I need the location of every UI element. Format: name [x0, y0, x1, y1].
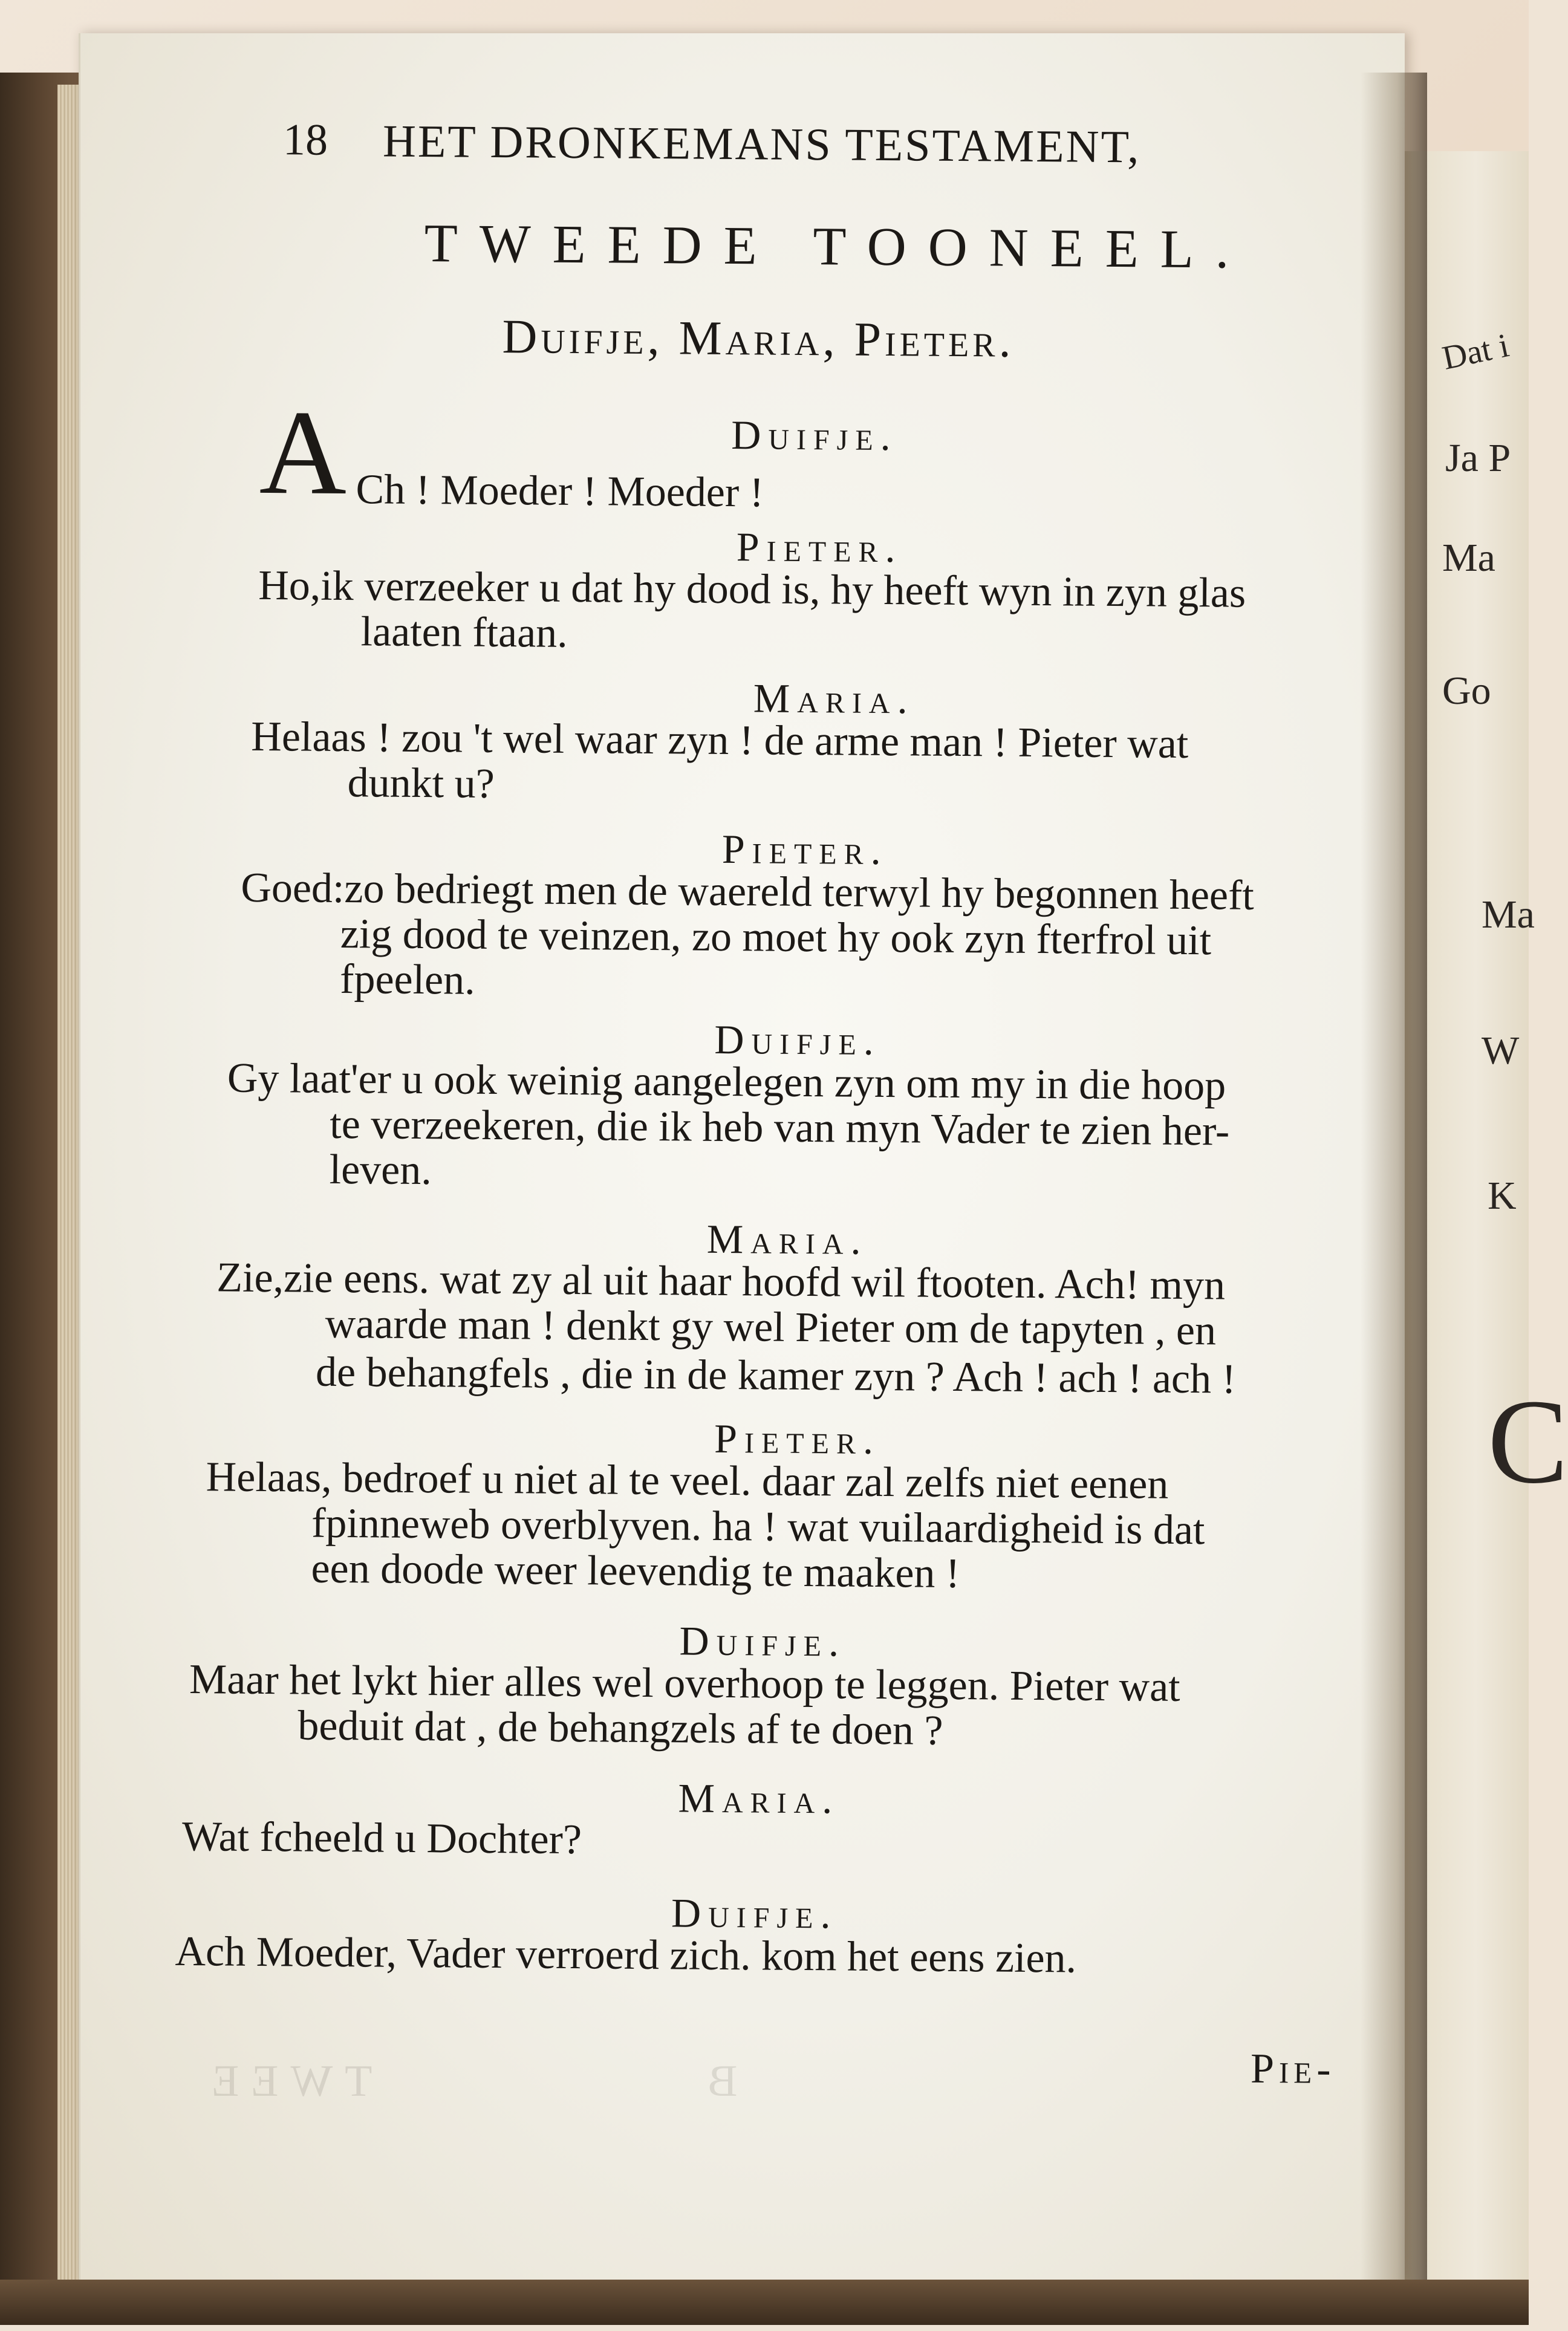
dialogue-line: Zie,zie eens. wat zy al uit haar hoofd wil ftooten. Ach! myn — [216, 1254, 1226, 1309]
speaker-name: Maria. — [753, 675, 915, 723]
facing-page-fragment: K — [1488, 1174, 1517, 1218]
speaker-name: Pieter. — [736, 524, 903, 571]
dialogue-line: Helaas ! zou 't wel waar zyn ! de arme man ! Pieter wat — [251, 713, 1189, 767]
scene-title: TWEEDE TOONEEL. — [424, 213, 1251, 280]
facing-page-fragment: Dat i — [1439, 327, 1512, 377]
speaker-name: Maria. — [706, 1215, 868, 1263]
speaker-name: Pieter. — [721, 825, 888, 874]
dialogue-line: te verzeekeren, die ik heb van myn Vader te zien her- — [329, 1100, 1230, 1155]
dialogue-line: fpeelen. — [339, 955, 475, 1004]
bottom-shadow — [0, 2280, 1529, 2325]
running-title: HET DRONKEMANS TESTAMENT, — [382, 115, 1141, 173]
dialogue-line: beduit dat , de behangzels af te doen ? — [298, 1702, 943, 1754]
dialogue-line: een doode weer leevendig te maaken ! — [311, 1545, 960, 1598]
dialogue-line: Ch ! Moeder ! Moeder ! — [356, 466, 764, 516]
speaker-name: Duifje. — [671, 1890, 838, 1937]
dialogue-line: laaten ftaan. — [360, 608, 568, 657]
scene-cast: Duifje, Maria, Pieter. — [502, 310, 1015, 368]
speaker-name: Duifje. — [714, 1016, 882, 1064]
speaker-name: Pieter. — [714, 1415, 881, 1463]
facing-page-fragment: Ma — [1442, 536, 1495, 580]
catchword: Pie- — [1250, 2045, 1336, 2093]
facing-page-fragment: Ma — [1482, 892, 1535, 937]
facing-page-fragment: Go — [1442, 669, 1491, 713]
dialogue-line: Goed:zo bedriegt men de waereld terwyl hy begonnen heeft — [241, 864, 1255, 919]
dialogue-line: leven. — [329, 1146, 432, 1194]
bleed-through-ghost-text: B — [695, 2056, 738, 2106]
bleed-through-ghost-text: TWEE — [200, 2056, 372, 2106]
dialogue-line: fpinneweb overblyven. ha ! wat vuilaardigheid is dat — [311, 1500, 1205, 1554]
dialogue-line: Gy laat'er u ook weinig aangelegen zyn om my in die hoop — [227, 1055, 1226, 1110]
drop-cap-letter: A — [259, 385, 348, 521]
facing-page-fragment: W — [1482, 1029, 1520, 1073]
dialogue-line: waarde man ! denkt gy wel Pieter om de tapyten , en — [325, 1300, 1217, 1354]
dialogue-line: Maar het lykt hier alles wel overhoop te leggen. Pieter wat — [189, 1656, 1180, 1711]
dialogue-line: de behangfels , die in de kamer zyn ? Ach ! ach ! ach ! — [315, 1348, 1237, 1403]
dialogue-line: zig dood te veinzen, zo moet hy ook zyn fterfrol uit — [340, 910, 1212, 964]
facing-page-fragment: Ja P — [1445, 436, 1511, 480]
dialogue-line: Ho,ik verzeeker u dat hy dood is, hy heeft wyn in zyn glas — [258, 562, 1246, 617]
dialogue-line: dunkt u? — [347, 759, 495, 807]
speaker-name: Duifje. — [679, 1617, 847, 1665]
page-number: 18 — [282, 115, 328, 165]
dialogue-line: Wat fcheeld u Dochter? — [181, 1813, 582, 1864]
facing-page-fragment: C — [1488, 1375, 1568, 1509]
dialogue-line: Ach Moeder, Vader verroerd zich. kom het eens zien. — [175, 1928, 1077, 1982]
speaker-name: Duifje. — [730, 412, 899, 460]
dialogue-line: Helaas, bedroef u niet al te veel. daar zal zelfs niet eenen — [206, 1454, 1169, 1508]
speaker-name: Maria. — [678, 1775, 840, 1822]
